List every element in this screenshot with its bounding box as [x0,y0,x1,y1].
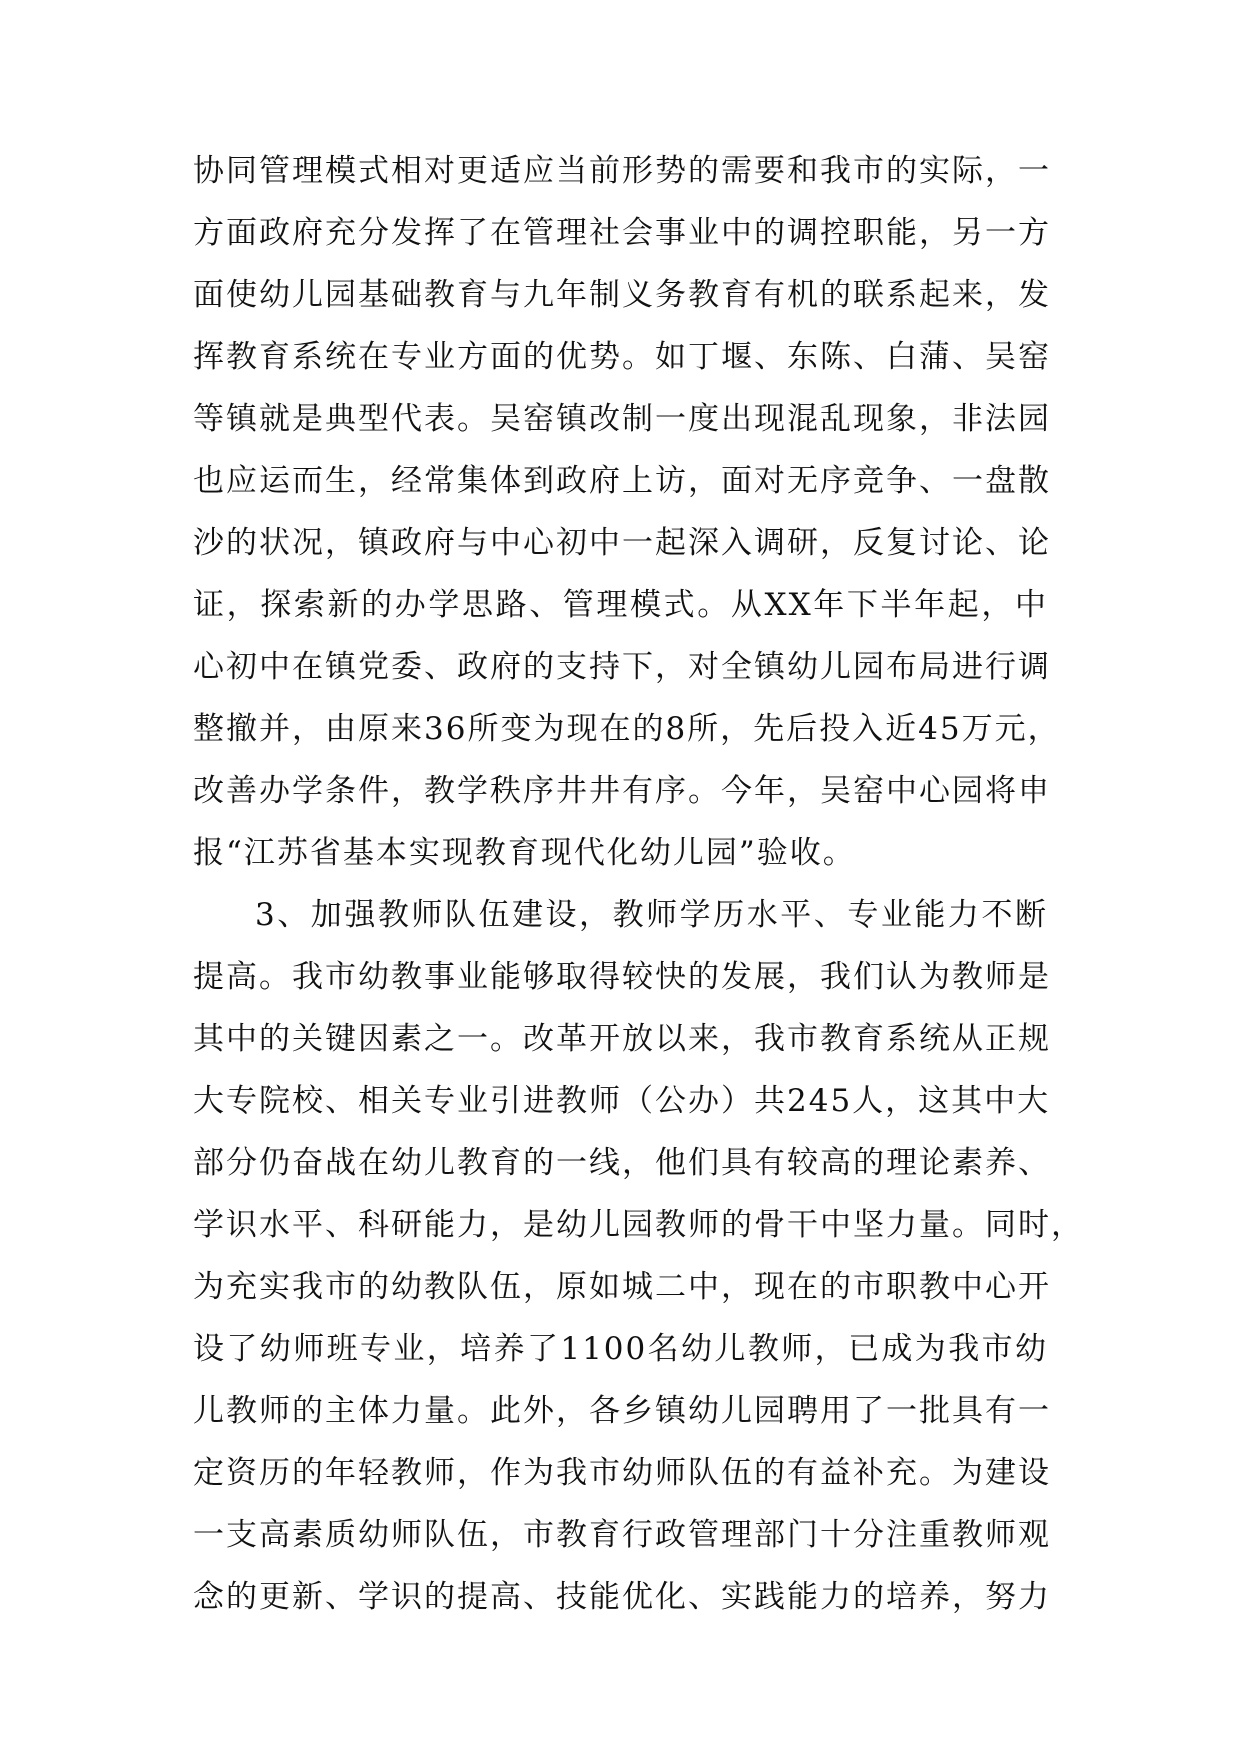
text-line: 儿教师的主体力量。此外，各乡镇幼儿园聘用了一批具有一 [193,1393,1051,1429]
text-line: 沙的状况，镇政府与中心初中一起深入调研，反复讨论、论 [193,525,1051,561]
body-text [193,140,1084,1628]
text-line: 部分仍奋战在幼儿教育的一线，他们具有较高的理论素养、 [193,1145,1051,1181]
text-line: 也应运而生，经常集体到政府上访，面对无序竞争、一盘散 [193,463,1051,499]
text-line: 大专院校、相关专业引进教师（公办）共245人，这其中大 [193,1083,1051,1119]
text-line: 整撤并，由原来36所变为现在的8所，先后投入近45万元， [193,711,1061,747]
text-line: 念的更新、学识的提高、技能优化、实践能力的培养，努力 [193,1579,1051,1615]
text-line: 挥教育系统在专业方面的优势。如丁堰、东陈、白蒲、吴窑 [193,339,1051,375]
text-line: 设了幼师班专业，培养了1100名幼儿教师，已成为我市幼 [193,1331,1048,1367]
text-line: 报“江苏省基本实现教育现代化幼儿园”验收。 [193,835,856,871]
text-line: 心初中在镇党委、政府的支持下，对全镇幼儿园布局进行调 [193,649,1051,685]
text-line: 定资历的年轻教师，作为我市幼师队伍的有益补充。为建设 [193,1455,1051,1491]
text-line: 面使幼儿园基础教育与九年制义务教育有机的联系起来，发 [193,277,1051,313]
text-line: 方面政府充分发挥了在管理社会事业中的调控职能，另一方 [193,215,1051,251]
text-line: 提高。我市幼教事业能够取得较快的发展，我们认为教师是 [193,959,1051,995]
text-line: 改善办学条件，教学秩序井井有序。今年，吴窑中心园将申 [193,773,1051,809]
section-start-line: 3、加强教师队伍建设，教师学历水平、专业能力不断 [255,897,1048,933]
text-line: 其中的关键因素之一。改革开放以来，我市教育系统从正规 [193,1021,1051,1057]
text-line: 一支高素质幼师队伍，市教育行政管理部门十分注重教师观 [193,1517,1051,1553]
text-line: 学识水平、科研能力，是幼儿园教师的骨干中坚力量。同时， [193,1207,1084,1243]
text-line: 协同管理模式相对更适应当前形势的需要和我市的实际，一 [193,153,1051,189]
text-line: 等镇就是典型代表。吴窑镇改制一度出现混乱现象，非法园 [193,401,1051,437]
text-line: 为充实我市的幼教队伍，原如城二中，现在的市职教中心开 [193,1269,1051,1305]
text-line: 证，探索新的办学思路、管理模式。从XX年下半年起，中 [193,587,1048,623]
